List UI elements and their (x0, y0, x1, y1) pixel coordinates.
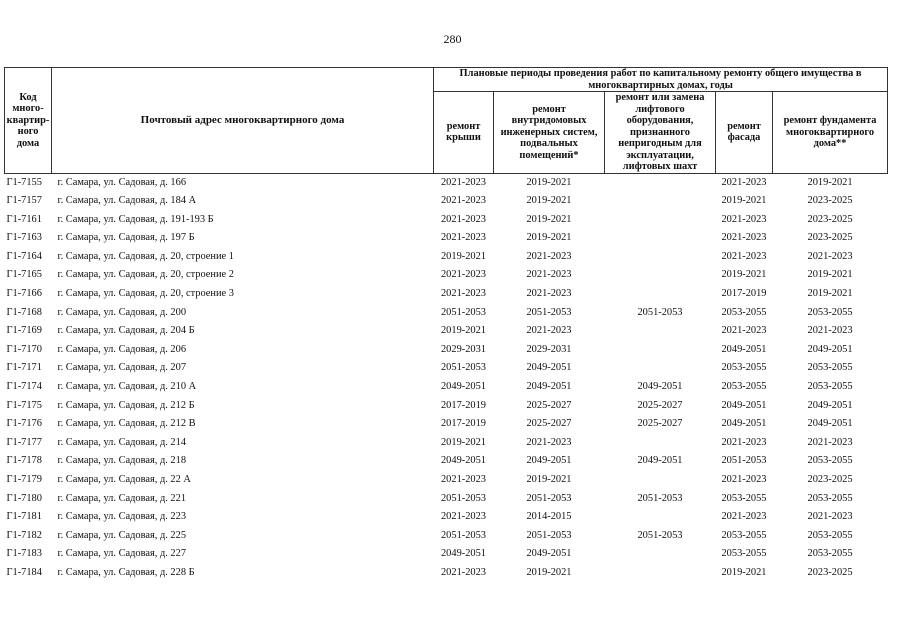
cell-lift: 2025-2027 (637, 399, 683, 411)
table-row (5, 397, 888, 416)
cell-address: г. Самара, ул. Садовая, д. 22 А (57, 474, 191, 485)
cell-facade: 2021-2023 (721, 250, 767, 262)
cell-roof: 2051-2053 (440, 492, 487, 504)
cell-engineering: 2019-2021 (526, 176, 572, 188)
cell-code: Г1-7178 (6, 455, 42, 467)
cell-code: Г1-7155 (6, 176, 42, 188)
page-number: 280 (443, 32, 462, 46)
cell-facade: 2019-2021 (721, 195, 767, 207)
cell-roof: 2019-2021 (440, 250, 487, 262)
table-row (5, 564, 888, 583)
cell-lift (605, 359, 716, 378)
table-row (5, 545, 888, 564)
table-row (5, 322, 888, 341)
cell-code: Г1-7183 (6, 548, 42, 560)
cell-code: Г1-7184 (6, 566, 42, 578)
cell-roof: 2051-2053 (440, 306, 487, 318)
header-code: Код много-квартир-ного дома (5, 68, 52, 174)
cell-roof: 2019-2021 (440, 436, 487, 448)
cell-roof: 2017-2019 (440, 399, 487, 411)
header-facade: ремонт фасада (716, 92, 773, 174)
cell-engineering: 2049-2051 (526, 455, 572, 467)
cell-engineering: 2021-2023 (526, 269, 572, 281)
cell-facade: 2021-2023 (721, 436, 767, 448)
cell-foundation: 2019-2021 (807, 288, 853, 300)
cell-address: г. Самара, ул. Садовая, д. 218 (57, 455, 187, 467)
table-row (5, 490, 888, 509)
cell-engineering: 2019-2021 (526, 195, 572, 207)
cell-foundation: 2019-2021 (807, 269, 853, 281)
cell-foundation: 2023-2025 (807, 232, 853, 244)
cell-address: г. Самара, ул. Садовая, д. 212 В (57, 418, 196, 430)
table-row (5, 452, 888, 471)
cell-code: Г1-7170 (6, 343, 42, 355)
cell-facade: 2019-2021 (721, 566, 767, 578)
cell-lift: 2049-2051 (637, 381, 683, 393)
cell-code: Г1-7175 (6, 399, 42, 411)
cell-foundation: 2049-2051 (807, 418, 853, 430)
cell-address: г. Самара, ул. Садовая, д. 20, строение 2 (57, 269, 234, 281)
cell-foundation: 2023-2025 (807, 213, 853, 225)
cell-code: Г1-7157 (6, 195, 42, 207)
header-periods: Плановые периоды проведения работ по капитальному ремонту общего имущества в многоквартирных домах, годы (434, 68, 888, 92)
cell-roof: 2049-2051 (440, 381, 487, 393)
cell-lift (605, 341, 716, 360)
cell-lift: 2025-2027 (637, 418, 683, 430)
cell-engineering: 2021-2023 (526, 250, 572, 262)
cell-address: г. Самара, ул. Садовая, д. 221 (57, 492, 187, 504)
cell-roof: 2017-2019 (440, 418, 487, 430)
cell-facade: 2021-2023 (721, 474, 767, 485)
cell-lift (605, 545, 716, 564)
table-row (5, 173, 888, 192)
cell-lift: 2051-2053 (637, 529, 683, 541)
cell-roof: 2021-2023 (440, 288, 487, 300)
cell-facade: 2053-2055 (721, 529, 767, 541)
cell-lift: 2051-2053 (637, 492, 683, 504)
cell-lift (605, 192, 716, 211)
cell-foundation: 2053-2055 (807, 455, 853, 467)
cell-facade: 2049-2051 (721, 418, 767, 430)
cell-address: г. Самара, ул. Садовая, д. 207 (57, 362, 187, 374)
cell-lift: 2051-2053 (637, 306, 683, 318)
cell-engineering: 2049-2051 (526, 548, 572, 560)
cell-roof: 2021-2023 (440, 213, 487, 225)
cell-facade: 2053-2055 (721, 381, 767, 393)
cell-facade: 2021-2023 (721, 213, 767, 225)
cell-engineering: 2021-2023 (526, 325, 572, 337)
cell-lift: 2049-2051 (637, 455, 683, 467)
cell-roof: 2021-2023 (440, 176, 487, 188)
cell-address: г. Самара, ул. Садовая, д. 223 (57, 511, 187, 523)
cell-address: г. Самара, ул. Садовая, д. 210 А (57, 381, 197, 393)
cell-foundation: 2049-2051 (807, 343, 853, 355)
header-roof: ремонт крыши (434, 92, 494, 174)
cell-address: г. Самара, ул. Садовая, д. 204 Б (57, 325, 195, 337)
cell-foundation: 2019-2021 (807, 176, 853, 188)
header-address: Почтовый адрес многоквартирного дома (52, 68, 434, 174)
cell-address: г. Самара, ул. Садовая, д. 197 Б (57, 232, 195, 244)
cell-foundation: 2053-2055 (807, 492, 853, 504)
cell-engineering: 2029-2031 (526, 343, 572, 355)
cell-code: Г1-7181 (6, 511, 42, 523)
cell-roof: 2051-2053 (440, 362, 487, 374)
cell-engineering: 2019-2021 (526, 566, 572, 578)
cell-engineering: 2049-2051 (526, 381, 572, 393)
table-row (5, 229, 888, 248)
cell-address: г. Самара, ул. Садовая, д. 228 Б (57, 566, 195, 578)
table-row (5, 248, 888, 267)
cell-foundation: 2023-2025 (807, 195, 853, 207)
cell-code: Г1-7169 (6, 325, 42, 337)
header-engineering: ремонт внутридомовых инженерных систем, подвальных помещений* (494, 92, 605, 174)
cell-roof: 2021-2023 (440, 195, 487, 207)
cell-roof: 2051-2053 (440, 529, 487, 541)
cell-lift (605, 266, 716, 285)
cell-facade: 2049-2051 (721, 343, 767, 355)
cell-code: Г1-7166 (6, 288, 42, 300)
cell-address: г. Самара, ул. Садовая, д. 20, строение 3 (57, 288, 234, 300)
table-header (5, 68, 888, 174)
cell-foundation: 2021-2023 (807, 436, 853, 448)
cell-address: г. Самара, ул. Садовая, д. 212 Б (57, 399, 195, 411)
table-row (5, 285, 888, 304)
cell-lift (605, 285, 716, 304)
cell-facade: 2021-2023 (721, 511, 767, 523)
cell-roof: 2021-2023 (440, 232, 487, 244)
cell-foundation: 2053-2055 (807, 306, 853, 318)
cell-address: г. Самара, ул. Садовая, д. 184 А (57, 195, 197, 207)
cell-lift (605, 322, 716, 341)
cell-code: Г1-7161 (6, 213, 42, 225)
cell-foundation: 2021-2023 (807, 325, 853, 337)
cell-code: Г1-7180 (6, 492, 42, 504)
table-body (5, 173, 888, 583)
cell-foundation: 2023-2025 (807, 566, 853, 578)
cell-address: г. Самара, ул. Садовая, д. 214 (57, 436, 187, 448)
cell-code: Г1-7174 (6, 381, 42, 393)
table-row (5, 508, 888, 527)
cell-engineering: 2025-2027 (526, 399, 572, 411)
cell-roof: 2049-2051 (440, 455, 487, 467)
table-row (5, 192, 888, 211)
cell-code: Г1-7164 (6, 250, 42, 262)
cell-lift (605, 471, 716, 490)
cell-engineering: 2051-2053 (526, 492, 572, 504)
cell-lift (605, 211, 716, 230)
cell-foundation: 2053-2055 (807, 548, 853, 560)
cell-facade: 2051-2053 (721, 455, 767, 467)
cell-facade: 2049-2051 (721, 399, 767, 411)
cell-foundation: 2049-2051 (807, 399, 853, 411)
cell-address: г. Самара, ул. Садовая, д. 20, строение 1 (57, 250, 234, 262)
cell-engineering: 2051-2053 (526, 529, 572, 541)
cell-lift (605, 248, 716, 267)
cell-lift (605, 564, 716, 583)
cell-engineering: 2025-2027 (526, 418, 572, 430)
table-row (5, 341, 888, 360)
repair-schedule-table (4, 67, 888, 583)
cell-facade: 2053-2055 (721, 306, 767, 318)
cell-foundation: 2053-2055 (807, 529, 853, 541)
cell-address: г. Самара, ул. Садовая, д. 206 (57, 343, 187, 355)
cell-address: г. Самара, ул. Садовая, д. 166 (57, 176, 187, 188)
cell-engineering: 2021-2023 (526, 288, 572, 300)
cell-facade: 2017-2019 (721, 288, 767, 300)
table-row (5, 304, 888, 323)
cell-roof: 2021-2023 (440, 566, 487, 578)
cell-engineering: 2019-2021 (526, 232, 572, 244)
table-row (5, 359, 888, 378)
cell-address: г. Самара, ул. Садовая, д. 225 (57, 529, 187, 541)
cell-code: Г1-7179 (6, 474, 42, 485)
cell-code: Г1-7176 (6, 418, 42, 430)
cell-foundation: 2023-2025 (807, 474, 853, 485)
cell-engineering: 2014-2015 (526, 511, 572, 523)
header-lift: ремонт или замена лифтового оборудования, признанного непригодным для эксплуатации, лифтовых шахт (605, 92, 716, 174)
cell-lift (605, 229, 716, 248)
cell-code: Г1-7182 (6, 529, 42, 541)
cell-lift (605, 173, 716, 192)
table-row (5, 266, 888, 285)
cell-roof: 2049-2051 (440, 548, 487, 560)
cell-lift (605, 508, 716, 527)
table-row (5, 434, 888, 453)
cell-foundation: 2053-2055 (807, 362, 853, 374)
cell-foundation: 2021-2023 (807, 511, 853, 523)
cell-facade: 2021-2023 (721, 232, 767, 244)
table-row (5, 378, 888, 397)
cell-code: Г1-7165 (6, 269, 42, 281)
cell-address: г. Самара, ул. Садовая, д. 191-193 Б (57, 213, 214, 225)
cell-facade: 2021-2023 (721, 176, 767, 188)
table-row (5, 471, 888, 490)
cell-facade: 2053-2055 (721, 492, 767, 504)
cell-facade: 2053-2055 (721, 548, 767, 560)
cell-roof: 2019-2021 (440, 325, 487, 337)
cell-roof: 2021-2023 (440, 474, 487, 485)
cell-engineering: 2019-2021 (526, 213, 572, 225)
cell-code: Г1-7168 (6, 306, 42, 318)
cell-engineering: 2019-2021 (526, 474, 572, 485)
table-row (5, 415, 888, 434)
cell-engineering: 2021-2023 (526, 436, 572, 448)
cell-lift (605, 434, 716, 453)
cell-foundation: 2053-2055 (807, 381, 853, 393)
cell-code: Г1-7163 (6, 232, 42, 244)
cell-facade: 2053-2055 (721, 362, 767, 374)
table-row (5, 211, 888, 230)
cell-facade: 2021-2023 (721, 325, 767, 337)
cell-facade: 2019-2021 (721, 269, 767, 281)
cell-engineering: 2051-2053 (526, 306, 572, 318)
cell-roof: 2021-2023 (440, 269, 487, 281)
table-row (5, 527, 888, 546)
cell-code: Г1-7177 (6, 436, 42, 448)
cell-foundation: 2021-2023 (807, 250, 853, 262)
cell-roof: 2029-2031 (440, 343, 487, 355)
cell-engineering: 2049-2051 (526, 362, 572, 374)
cell-address: г. Самара, ул. Садовая, д. 227 (57, 548, 187, 560)
header-foundation: ремонт фундамента многоквартирного дома** (773, 92, 888, 174)
cell-roof: 2021-2023 (440, 511, 487, 523)
cell-code: Г1-7171 (6, 362, 42, 374)
cell-address: г. Самара, ул. Садовая, д. 200 (57, 306, 187, 318)
